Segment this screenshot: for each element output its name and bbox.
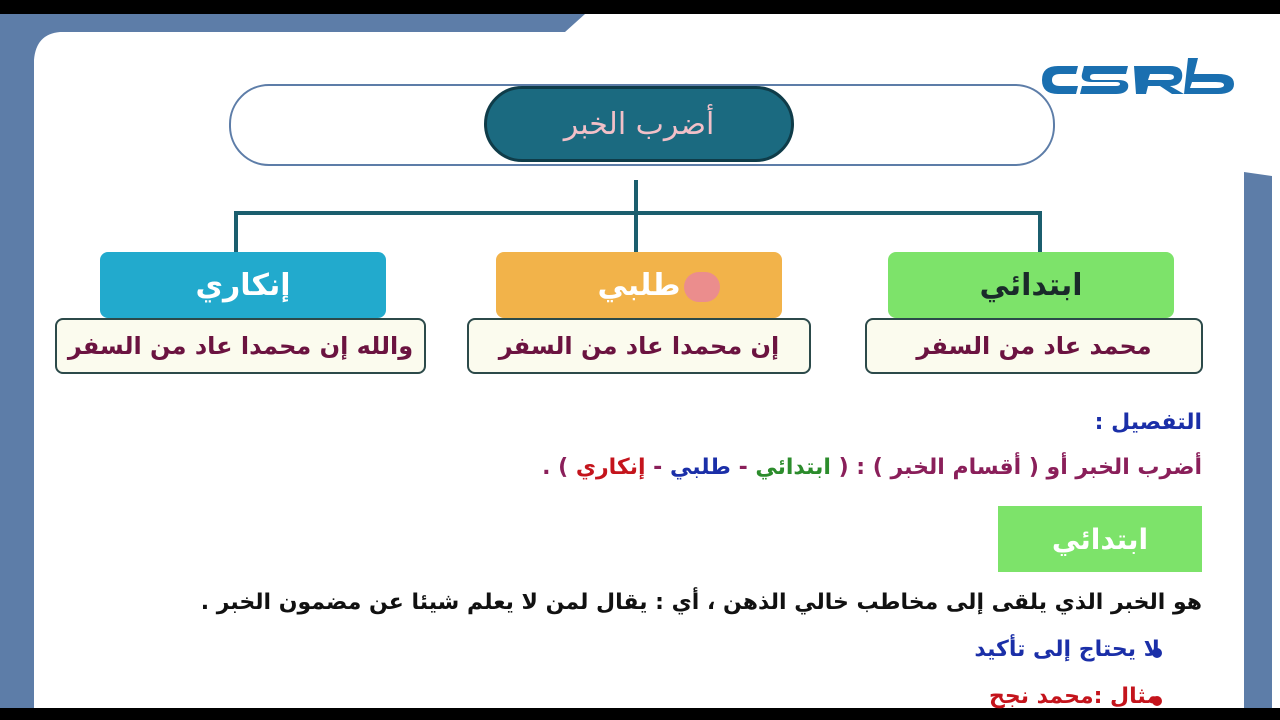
top-bar [0, 0, 1280, 14]
bottom-bar [0, 708, 1280, 720]
diagram-title: أضرب الخبر [484, 86, 794, 162]
connector-vertical-main [634, 180, 638, 214]
example-inkari: والله إن محمدا عاد من السفر [55, 318, 426, 374]
category-ibtidai: ابتدائي [888, 252, 1174, 318]
highlight-mark-pink [684, 272, 720, 302]
kinds-sep-2: - [645, 455, 670, 480]
frame-right-band [1244, 172, 1272, 720]
category-talabi: طلبي [496, 252, 782, 318]
kinds-line [542, 455, 1202, 480]
kinds-sep-1: - [730, 455, 756, 480]
section-label-ibtidai: ابتدائي [998, 506, 1202, 572]
kinds-prefix: أضرب الخبر أو ( أقسام الخبر ) : ( [830, 455, 1202, 480]
category-inkari: إنكاري [100, 252, 386, 318]
definition-text: هو الخبر الذي يلقى إلى مخاطب خالي الذهن ، أي : يقال لمن لا يعلم شيئا عن مضمون الخبر . [200, 590, 1202, 615]
kind-talabi: طلبي [669, 455, 731, 480]
bullet-item: لا يحتاج إلى تأكيد [974, 637, 1160, 662]
kind-ibtidai: ابتدائي [755, 455, 831, 480]
example-ibtidai: محمد عاد من السفر [865, 318, 1203, 374]
kind-inkari: إنكاري [575, 455, 646, 480]
kinds-suffix: ) . [542, 455, 576, 480]
connector-horizontal [234, 211, 1042, 215]
bullet-item: مثال :محمد نجح [989, 684, 1160, 709]
csrd-logo-icon [1038, 52, 1238, 100]
connector-left [234, 211, 238, 253]
details-heading: التفصيل : [1094, 410, 1202, 435]
connector-center [634, 211, 638, 253]
example-talabi: إن محمدا عاد من السفر [467, 318, 811, 374]
connector-right [1038, 211, 1042, 253]
